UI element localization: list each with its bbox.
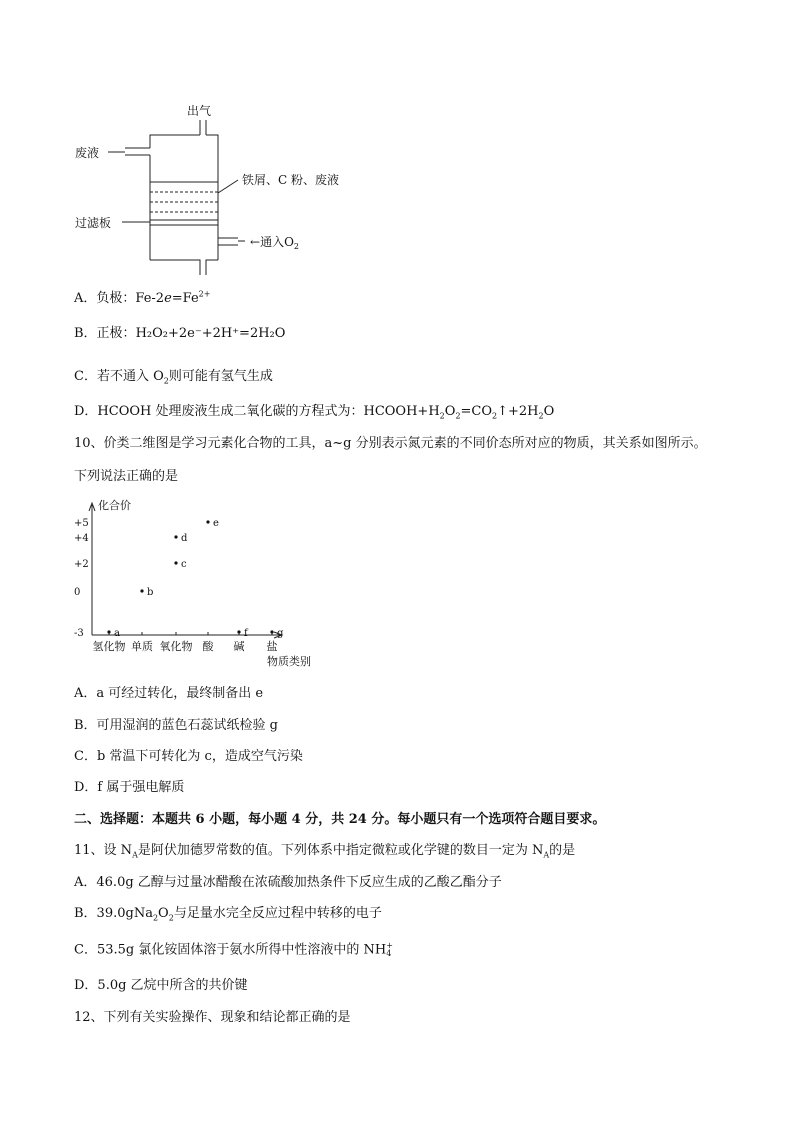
y-tick-label: -3 [74,628,84,639]
q10-stem-line2: 下列说法正确的是 [74,469,179,484]
reactor-diagram [70,100,370,280]
point-g [270,630,273,633]
x-category-label: 碱 [233,640,245,653]
x-category-label: 酸 [202,640,214,653]
q11-option-c: C．53.5g 氯化铵固体溶于氨水所得中性溶液中的 NH + 4 [74,941,393,958]
x-category-label: 氧化物 [159,640,193,653]
y-tick-label: +5 [74,518,89,529]
q9-option-b: B．正极：H₂O₂+2e⁻+2H⁺=2H₂O [74,326,286,341]
q10-option-d: D．f 属于强电解质 [74,780,185,795]
q10-option-b: B．可用湿润的蓝色石蕊试纸检验 g [74,718,279,733]
oxygen-in-label: ←通入$O_2$ [250,235,299,251]
q9-option-a: A．负极：$Fe-2e=Fe^{2+}$ [74,289,211,306]
waste-liquid-label: 废液 [75,146,100,160]
q10-option-c: C．b 常温下可转化为 c，造成空气污染 [74,749,303,764]
point-d [174,535,177,538]
x-category-label: 盐 [266,640,278,653]
x-category-label: 单质 [131,640,153,653]
y-tick-label: +4 [74,533,89,544]
point-label-b: b [147,587,154,598]
q9-option-d: D．HCOOH 处理废液生成二氧化碳的方程式为：$HCOOH+H_2O_2=CO_2↑+2H_2O$ [74,404,555,421]
gas-out-label: 出气 [187,104,212,118]
point-e [206,520,209,523]
q9-option-c: C．若不通入 $O_2$则可能有氢气生成 [74,369,273,386]
point-label-d: d [181,533,188,544]
q11-stem: 11、设 $N_A$是阿伏加德罗常数的值。下列体系中指定微粒或化学键的数目一定为 $N_A$的是 [74,843,576,860]
filter-plate-label: 过滤板 [75,216,112,230]
point-b [140,589,143,592]
x-axis-label: 物质类别 [267,655,311,668]
point-c [174,561,177,564]
point-label-a: a [114,628,120,639]
q12-stem: 12、下列有关实验操作、现象和结论都正确的是 [74,1010,351,1025]
point-f [237,630,240,633]
valence-class-chart [72,495,332,675]
q11-option-a: A．46.0g 乙醇与过量冰醋酸在浓硫酸加热条件下反应生成的乙酸乙酯分子 [74,875,502,890]
point-label-f: f [244,628,248,639]
point-label-e: e [213,518,219,529]
q11-option-b: B．$39.0gNa_2O_2$与足量水完全反应过程中转移的电子 [74,906,382,923]
y-axis-label: 化合价 [98,499,131,512]
point-label-c: c [181,559,187,570]
q10-option-a: A．a 可经过转化，最终制备出 e [74,686,264,701]
x-category-label: 氢化物 [92,640,126,653]
filling-label: 铁屑、C 粉、废液 [242,173,339,187]
q10-stem-line1: 10、价类二维图是学习元素化合物的工具，a~g 分别表示氮元素的不同价态所对应的物质，其关系如图所示。 [74,436,707,451]
y-tick-label: +2 [74,559,89,570]
point-a [107,630,110,633]
y-tick-label: 0 [74,587,81,598]
q11-option-d: D．5.0g 乙烷中所含的共价键 [74,978,248,993]
section2-heading: 二、选择题：本题共 6 小题，每小题 4 分，共 24 分。每小题只有一个选项符合题目要求。 [74,812,606,827]
point-label-g: g [277,628,284,639]
